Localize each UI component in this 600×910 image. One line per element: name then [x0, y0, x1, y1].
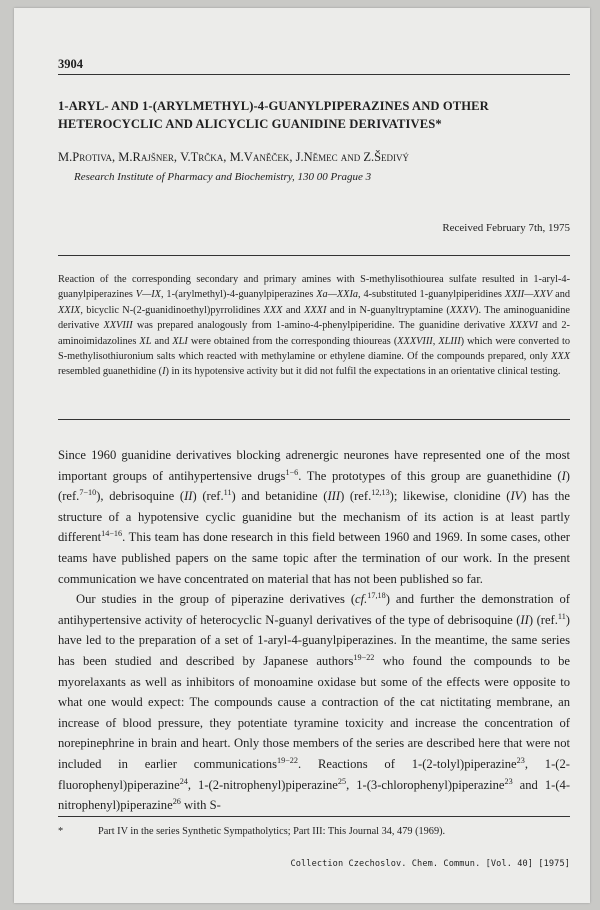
body-text — [58, 445, 570, 816]
author: M.Rajšner, — [118, 150, 177, 164]
footnote-marker: * — [58, 826, 64, 837]
footnote-text: Part IV in the series Synthetic Sympatholytics; Part III: This Journal 34, 479 (1969). — [98, 826, 446, 837]
header-rule — [58, 74, 570, 75]
abstract-top-rule — [58, 255, 570, 256]
author: Z.Šedivý — [363, 150, 410, 164]
received-date: Received February 7th, 1975 — [442, 222, 570, 234]
paragraph: Since 1960 guanidine derivatives blocking adrenergic neurones have represented one of the most important groups of antihypertensive drugs$^{1-6}$. The prototypes of this group are guanethidine (I) (ref.$^{7-10}$), debrisoquine (II) (ref.$^{11}$) and betanidine (III) (ref.$^{12,13}$); likewise, clonidine (IV) has the structure of a hypotensive cyclic guanidine but the mechanism of its action is at least partly different$^{14-16}$. This team has done research in this field between 1960 and 1969. In some cases, other teams have published papers on the same topic after the termination of our work. In the present communication we have concentrated on material that has not been published so far. — [58, 448, 570, 586]
author: V.Trčka, — [180, 150, 227, 164]
abstract-bottom-rule — [58, 419, 570, 420]
author: J.Němec and — [295, 150, 361, 164]
paper-page — [14, 8, 590, 903]
abstract — [58, 272, 570, 380]
page-number: 3904 — [58, 57, 83, 71]
footnote — [58, 826, 570, 837]
author: M.Protiva, — [58, 150, 116, 164]
affiliation: Research Institute of Pharmacy and Biochemistry, 130 00 Prague 3 — [74, 171, 372, 183]
paragraph: Our studies in the group of piperazine derivatives (cf.$^{17,18}$) and further the demonstration of antihypertensive activity of heterocyclic N-guanyl derivatives of the type of debrisoquine (II) (ref.$^{11}$) have led to the preparation of a set of 1-aryl-4-guanylpiperazines. In the meantime, the same series has been studied and described by Japanese authors$^{19-22}$ who found the compounds to be myorelaxants as well as inhibitors of monoamine oxidase but some of the effects were opposite to what one would expect: The compounds cause a contraction of the cat nictitating membrane, an increase of blood pressure, they potentiate tyramine toxicity and increase the concentration of norepinephrine in brain and heart. Only those members of the series are described here that were not included in earlier communications$^{19-22}$. Reactions of 1-(2-tolyl)piperazine$^{23}$, 1-(2-fluorophenyl)piperazine$^{24}$, 1-(2-nitrophenyl)piperazine$^{25}$, 1-(3-chlorophenyl)piperazine$^{23}$ and 1-(4-nitrophenyl)piperazine$^{26}$ with S- — [58, 590, 571, 813]
footnote-rule — [58, 816, 570, 817]
article-title: 1-ARYL- AND 1-(ARYLMETHYL)-4-GUANYLPIPERAZINES AND OTHER HETEROCYCLIC AND ALICYCLIC GUANIDINE DERIVATIVES* — [58, 99, 489, 131]
journal-citation: Collection Czechoslov. Chem. Commun. [Vol. 40] [1975] — [290, 859, 570, 869]
abstract-text: Reaction of the corresponding secondary and primary amines with S-methylisothiourea sulfate resulted in 1-aryl-4-guanylpiperazines V—IX, 1-(arylmethyl)-4-guanylpiperazines Xa—XXIa, 4-substituted 1-guanylpiperidines XXII—XXV and XXIX, bicyclic N-(2-guanidinoethyl)pyrrolidines XXX and XXXI and in N-guanyltryptamine (XXXV). The aminoguanidine derivative XXVIII was prepared analogously from 1-amino-4-phenylpiperidine. The guanidine derivative XXXVI and 2-aminoimidazolines XL and XLI were obtained from the corresponding thioureas (XXXVIII, XLIII) which were converted to S-methylisothiuronium salts which reacted with methylamine or ethylene diamine. Of the compounds prepared, only XXX resembled guanethidine (I) in its hypotensive activity but it did not fulfil the expectations in an orientative clinical testing. — [58, 274, 571, 378]
author-list — [58, 150, 409, 165]
author: M.Vaněček, — [229, 150, 293, 164]
